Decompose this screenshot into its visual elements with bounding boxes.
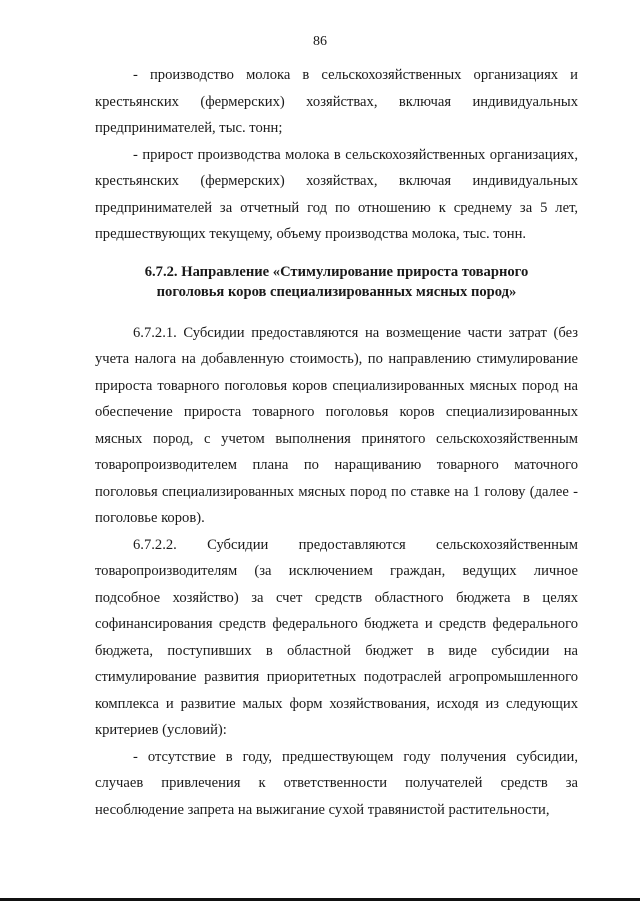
paragraph-6-7-2-1: 6.7.2.1. Субсидии предоставляются на возмещение части затрат (без учета налога на добавленную стоимость), по направлению стимулирование прироста товарного поголовья коров специализированных мясных пород на обеспечение прироста товарного поголовья коров специализированных мясных пород, с учетом выполнения принятого сельскохозяйственным товаропроизводителем плана по наращиванию товарного маточного поголовья специализированных мясных пород по ставке на 1 голову (далее - поголовье коров). xyxy=(95,324,578,526)
document-body xyxy=(95,62,578,823)
paragraph-6-7-2-2: 6.7.2.2. Субсидии предоставляются сельскохозяйственным товаропроизводителям (за исключением граждан, ведущих личное подсобное хозяйство) за счет средств областного бюджета в целях софинансирования средств федерального бюджета и средств федерального бюджета, поступивших в областной бюджет в виде субсидии на стимулирование развития приоритетных подотраслей агропромышленного комплекса и развитие малых форм хозяйствования, исходя из следующих критериев (условий): xyxy=(95,536,578,738)
section-heading xyxy=(95,262,578,302)
bottom-rule xyxy=(0,898,640,901)
section-heading-line-1: 6.7.2. Направление «Стимулирование прироста товарного xyxy=(144,263,529,280)
list-item-milk-production: - производство молока в сельскохозяйственных организациях и крестьянских (фермерских) хозяйствах, включая индивидуальных предпринимателей, тыс. тонн; xyxy=(95,67,578,136)
list-item-milk-growth: - прирост производства молока в сельскохозяйственных организациях, крестьянских (фермерских) хозяйствах, включая индивидуальных предпринимателей за отчетный год по отношению к среднему за 5 лет, предшествующих текущему, объему производства молока, тыс. тонн. xyxy=(95,146,578,242)
section-heading-line-2: поголовья коров специализированных мясных пород» xyxy=(156,283,517,300)
page-number: 86 xyxy=(313,34,327,49)
list-item-no-burning: - отсутствие в году, предшествующем году получения субсидии, случаев привлечения к ответственности получателей средств за несоблюдение запрета на выжигание сухой травянистой растительности, xyxy=(95,748,578,818)
